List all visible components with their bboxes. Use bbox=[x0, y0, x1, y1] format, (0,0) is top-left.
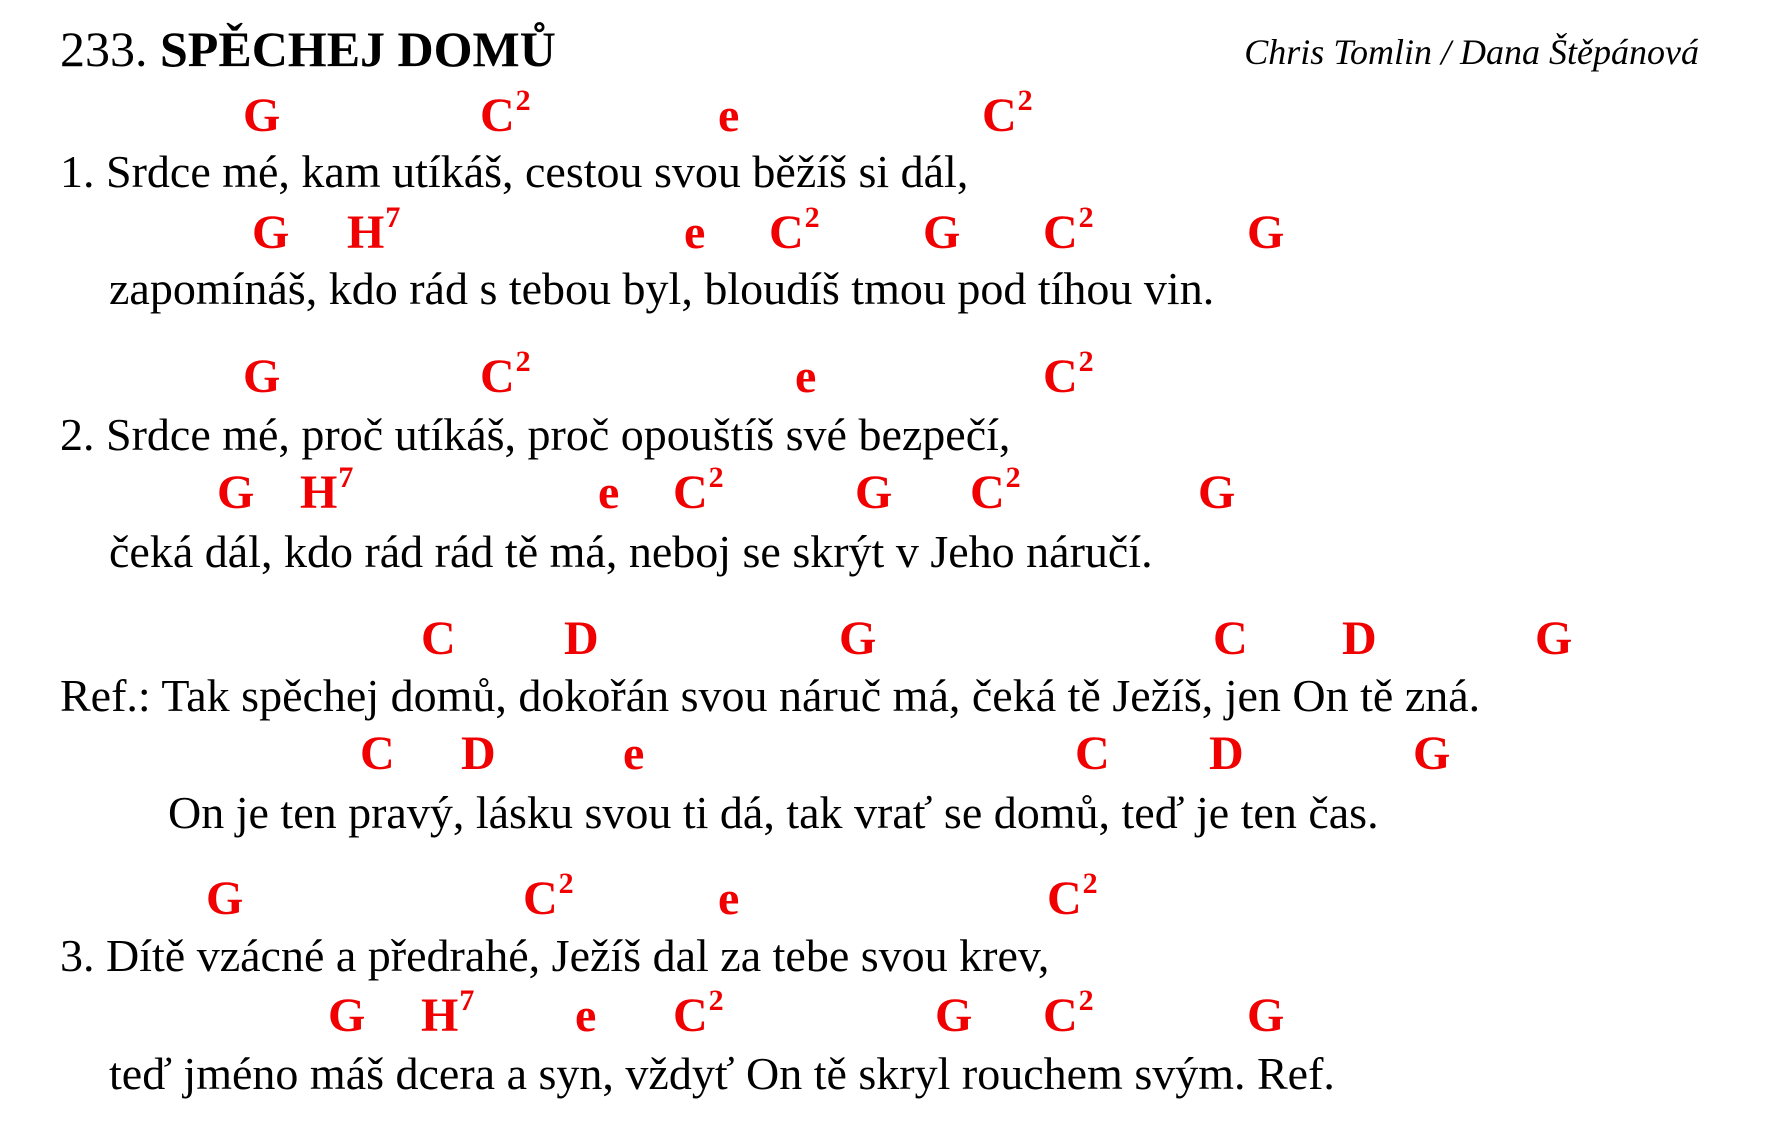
lyric-line: Ref.: Tak spěchej domů, dokořán svou náruč má, čeká tě Ježíš, jen On tě zná. bbox=[60, 670, 1481, 721]
chord-extension: 2 bbox=[515, 84, 531, 117]
lyric-line: 3. Dítě vzácné a předrahé, Ježíš dal za tebe svou krev, bbox=[60, 930, 1050, 981]
chord bbox=[769, 201, 820, 259]
chord-extension: 2 bbox=[708, 984, 724, 1017]
chord-root: G bbox=[839, 612, 877, 665]
chord-root: G bbox=[855, 466, 893, 519]
chord bbox=[217, 466, 255, 519]
chord-root: C bbox=[1047, 872, 1082, 925]
chord bbox=[1213, 612, 1248, 665]
chord bbox=[623, 727, 645, 780]
chord bbox=[795, 350, 817, 403]
chord bbox=[718, 89, 740, 142]
chord-extension: 2 bbox=[1082, 867, 1098, 900]
chord bbox=[855, 466, 893, 519]
chord-root: G bbox=[1413, 727, 1451, 780]
chord-extension: 2 bbox=[708, 461, 724, 494]
song-number: 233. bbox=[60, 21, 148, 77]
chord-root: C bbox=[982, 89, 1017, 142]
chord-extension: 2 bbox=[1005, 461, 1021, 494]
chord-root: C bbox=[970, 466, 1005, 519]
chord bbox=[1198, 466, 1236, 519]
chord-root: H bbox=[347, 206, 385, 259]
chord-root: C bbox=[769, 206, 804, 259]
chord-root: G bbox=[923, 206, 961, 259]
chord bbox=[935, 989, 973, 1042]
chord bbox=[206, 872, 244, 925]
chord bbox=[461, 727, 496, 780]
chord-root: G bbox=[328, 989, 366, 1042]
chord bbox=[243, 350, 281, 403]
chord bbox=[1535, 612, 1573, 665]
song-title: SPĚCHEJ DOMŮ bbox=[160, 21, 556, 77]
lyric-line: čeká dál, kdo rád rád tě má, neboj se skrýt v Jeho náručí. bbox=[109, 526, 1153, 577]
song-author: Chris Tomlin / Dana Štěpánová bbox=[1244, 32, 1699, 72]
chord-root: G bbox=[243, 89, 281, 142]
chord bbox=[1413, 727, 1451, 780]
chord-extension: 2 bbox=[1078, 345, 1094, 378]
chord bbox=[360, 727, 395, 780]
chord bbox=[328, 989, 366, 1042]
chord-root: C bbox=[673, 466, 708, 519]
chord bbox=[1047, 867, 1098, 925]
chord bbox=[982, 84, 1033, 142]
chord-extension: 7 bbox=[385, 201, 401, 234]
lyric-line: On je ten pravý, lásku svou ti dá, tak vrať se domů, teď je ten čas. bbox=[168, 787, 1379, 838]
chord-root: D bbox=[461, 727, 496, 780]
chord-root: C bbox=[1043, 206, 1078, 259]
chord bbox=[252, 206, 290, 259]
chord-root: C bbox=[673, 989, 708, 1042]
chord-extension: 7 bbox=[338, 461, 354, 494]
chord bbox=[970, 461, 1021, 519]
chord-root: G bbox=[206, 872, 244, 925]
lyric-line: zapomínáš, kdo rád s tebou byl, bloudíš tmou pod tíhou vin. bbox=[109, 263, 1215, 314]
chord-root: H bbox=[421, 989, 459, 1042]
chord bbox=[1043, 201, 1094, 259]
chord bbox=[1043, 345, 1094, 403]
chord-root: C bbox=[1075, 727, 1110, 780]
chord-root: G bbox=[1247, 206, 1285, 259]
chord bbox=[1247, 206, 1285, 259]
chord-root: G bbox=[1535, 612, 1573, 665]
chord bbox=[923, 206, 961, 259]
chord-root: e bbox=[718, 872, 740, 925]
chord bbox=[480, 84, 531, 142]
chord-root: G bbox=[1198, 466, 1236, 519]
chord bbox=[564, 612, 599, 665]
chord bbox=[1075, 727, 1110, 780]
chord bbox=[673, 461, 724, 519]
chord-root: e bbox=[684, 206, 706, 259]
chord-root: e bbox=[623, 727, 645, 780]
chord bbox=[243, 89, 281, 142]
chord-root: G bbox=[217, 466, 255, 519]
chord-root: H bbox=[300, 466, 338, 519]
chord bbox=[1342, 612, 1377, 665]
chord-root: C bbox=[480, 89, 515, 142]
chord bbox=[480, 345, 531, 403]
chord-root: D bbox=[1209, 727, 1244, 780]
chord-root: C bbox=[1213, 612, 1248, 665]
chord bbox=[718, 872, 740, 925]
chord-root: G bbox=[1247, 989, 1285, 1042]
chord bbox=[347, 201, 401, 259]
chord bbox=[421, 612, 456, 665]
chord-root: G bbox=[252, 206, 290, 259]
chord bbox=[421, 984, 475, 1042]
chord-root: D bbox=[1342, 612, 1377, 665]
chord-extension: 2 bbox=[515, 345, 531, 378]
chord-root: D bbox=[564, 612, 599, 665]
chord-root: e bbox=[598, 466, 620, 519]
chord bbox=[523, 867, 574, 925]
chord-root: G bbox=[935, 989, 973, 1042]
chord-root: G bbox=[243, 350, 281, 403]
chord-root: C bbox=[1043, 350, 1078, 403]
chord-root: C bbox=[1043, 989, 1078, 1042]
lyric-line: 2. Srdce mé, proč utíkáš, proč opouštíš své bezpečí, bbox=[60, 409, 1011, 460]
chord-extension: 2 bbox=[1078, 984, 1094, 1017]
chord bbox=[598, 466, 620, 519]
song-heading bbox=[60, 21, 556, 77]
chord bbox=[1247, 989, 1285, 1042]
chord-extension: 2 bbox=[558, 867, 574, 900]
chord bbox=[1209, 727, 1244, 780]
chord-extension: 2 bbox=[1078, 201, 1094, 234]
lyric-line: teď jméno máš dcera a syn, vždyť On tě skryl rouchem svým. Ref. bbox=[109, 1048, 1335, 1099]
chord bbox=[684, 206, 706, 259]
chord-extension: 2 bbox=[1017, 84, 1033, 117]
chord bbox=[575, 989, 597, 1042]
chord-root: C bbox=[523, 872, 558, 925]
chord-root: C bbox=[360, 727, 395, 780]
chord-root: e bbox=[575, 989, 597, 1042]
chord-extension: 7 bbox=[459, 984, 475, 1017]
chord-extension: 2 bbox=[804, 201, 820, 234]
chord bbox=[673, 984, 724, 1042]
chord-root: C bbox=[421, 612, 456, 665]
chord bbox=[1043, 984, 1094, 1042]
chord-root: C bbox=[480, 350, 515, 403]
chord-root: e bbox=[718, 89, 740, 142]
chord-root: e bbox=[795, 350, 817, 403]
chord bbox=[300, 461, 354, 519]
chord bbox=[839, 612, 877, 665]
lyric-line: 1. Srdce mé, kam utíkáš, cestou svou běžíš si dál, bbox=[60, 146, 969, 197]
